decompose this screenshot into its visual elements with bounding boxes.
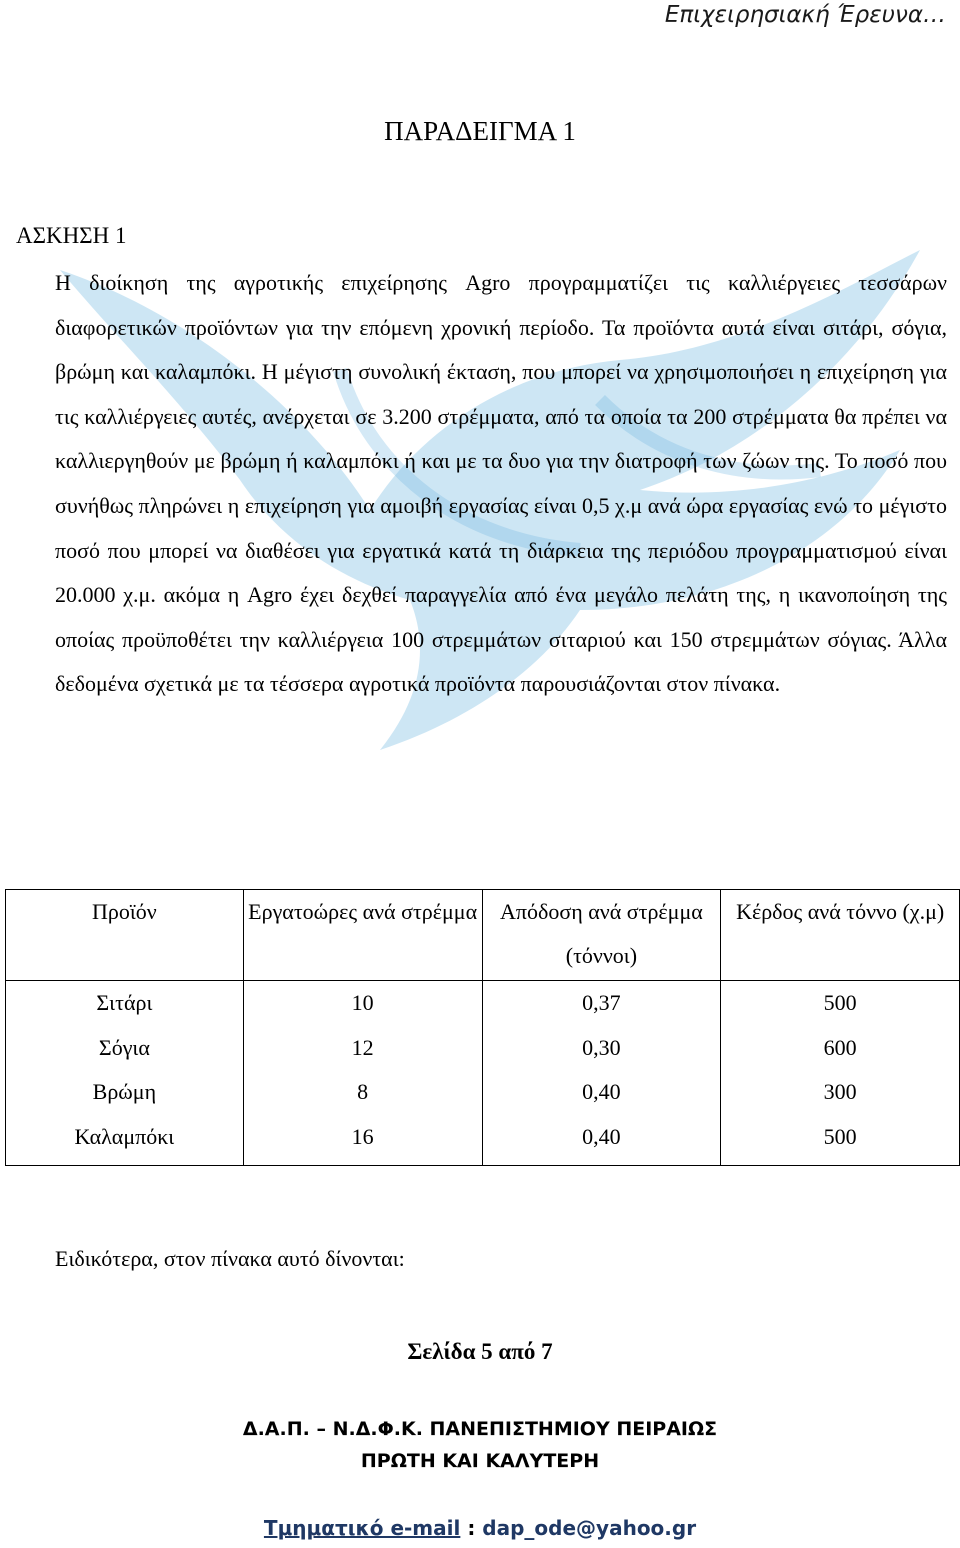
table-row (6, 981, 960, 1026)
header-yield: Απόδοση ανά στρέμμα (τόννοι) (482, 890, 721, 981)
cell-yield: 0,40 (482, 1115, 721, 1166)
cell-product: Καλαμπόκι (6, 1115, 244, 1166)
footer-email-line (0, 1516, 960, 1540)
cell-labor-hours: 10 (243, 981, 482, 1026)
problem-description: Η διοίκηση της αγροτικής επιχείρησης Agro προγραμματίζει τις καλλιέργειες τεσσάρων διαφορετικών προϊόντων για την επόμενη χρονική περίοδο. Τα προϊόντα αυτά είναι σιτάρι, σόγια, βρώμη και καλαμπόκι. Η μέγιστη συνολική έκταση, που μπορεί να χρησιμοποιήσει η επιχείρηση για τις καλλιέργειες αυτές, ανέρχεται σε 3.200 στρέμματα, από τα οποία τα 200 στρέμματα θα πρέπει να καλλιεργηθούν με βρώμη ή καλαμπόκι ή και με τα δυο για την διατροφή των ζώων της. Το ποσό που συνήθως πληρώνει η επιχείρηση για αμοιβή εργασίας είναι 0,5 χ.μ ανά ώρα εργασίας ενώ το μέγιστο ποσό που μπορεί να διαθέσει για εργατικά κατά τη διάρκεια της περιόδου προγραμματισμού είναι 20.000 χ.μ. ακόμα η Agro έχει δεχθεί παραγγελία από ένα μεγάλο πελάτη της, η ικανοποίηση της οποίας προϋποθέτει την καλλιέργεια 100 στρεμμάτων σιταριού και 150 στρεμμάτων σόγιας. Άλλα δεδομένα σχετικά με τα τέσσερα αγροτικά προϊόντα παρουσιάζονται στον πίνακα. (55, 270, 947, 697)
header-labor-hours: Εργατοώρες ανά στρέμμα (243, 890, 482, 981)
table-header-row (6, 890, 960, 981)
email-label: Τμηματικό e-mail (263, 1516, 461, 1540)
cell-profit: 500 (721, 981, 960, 1026)
cell-labor-hours: 12 (243, 1026, 482, 1071)
cell-yield: 0,30 (482, 1026, 721, 1071)
cell-product: Σιτάρι (6, 981, 244, 1026)
page-number: Σελίδα 5 από 7 (407, 1339, 553, 1364)
table-row (6, 1115, 960, 1166)
header-profit: Κέρδος ανά τόννο (χ.μ) (721, 890, 960, 981)
footer-org-line1: Δ.Α.Π. – Ν.Δ.Φ.Κ. ΠΑΝΕΠΙΣΤΗΜΙΟΥ ΠΕΙΡΑΙΩΣ (242, 1418, 718, 1440)
exercise-title: ΑΣΚΗΣΗ 1 (16, 223, 127, 248)
footer-org-line2: ΠΡΩΤΗ ΚΑΙ ΚΑΛΥΤΕΡΗ (360, 1450, 600, 1472)
cell-labor-hours: 16 (243, 1115, 482, 1166)
cell-profit: 600 (721, 1026, 960, 1071)
table-row (6, 1026, 960, 1071)
footer-organization (0, 1413, 960, 1477)
cell-product: Σόγια (6, 1026, 244, 1071)
cell-labor-hours: 8 (243, 1070, 482, 1115)
email-link[interactable]: dap_ode@yahoo.gr (482, 1516, 697, 1540)
cell-profit: 500 (721, 1115, 960, 1166)
header-product: Προϊόν (6, 890, 244, 981)
table-row (6, 1070, 960, 1115)
cell-product: Βρώμη (6, 1070, 244, 1115)
example-title: ΠΑΡΑΔΕΙΓΜΑ 1 (384, 116, 576, 146)
cell-yield: 0,37 (482, 981, 721, 1026)
table-intro-text: Ειδικότερα, στον πίνακα αυτό δίνονται: (55, 1246, 405, 1271)
cell-profit: 300 (721, 1070, 960, 1115)
crop-data-table (5, 889, 960, 1166)
email-separator: : (460, 1516, 483, 1540)
cell-yield: 0,40 (482, 1070, 721, 1115)
running-header-title: Επιχειρησιακή Έρευνα… (664, 2, 946, 28)
